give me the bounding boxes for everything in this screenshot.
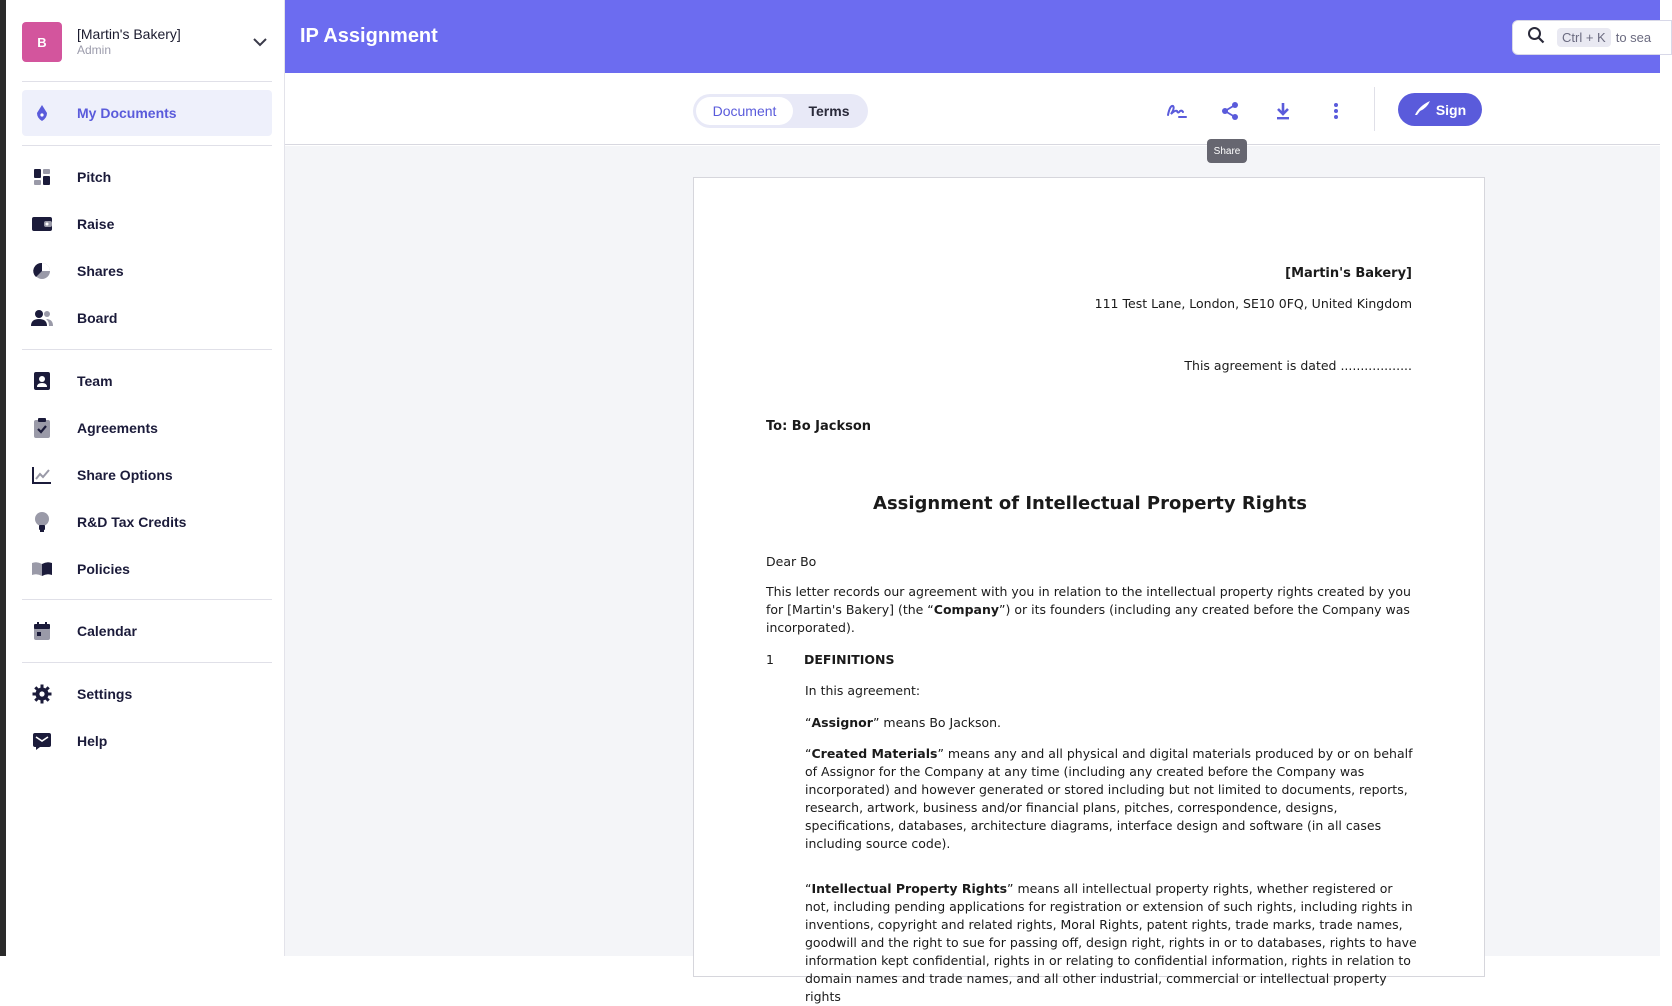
intro-text: This letter records our agreement with you in relation to the intellectual property rights created by you for [Martin's Bakery] (the “: [766, 584, 1411, 617]
sign-button-label: Sign: [1435, 101, 1467, 118]
sidebar-item-policies[interactable]: [22, 546, 272, 592]
sidebar-item-label: Agreements: [77, 420, 158, 436]
intro-defined-term: Company: [933, 602, 1000, 617]
definition-term: Intellectual Property Rights: [811, 881, 1008, 896]
sidebar-item-label: Policies: [77, 561, 130, 577]
sidebar-item-label: Calendar: [77, 623, 137, 639]
pen-nib-icon: [22, 93, 62, 133]
wallet-icon: [22, 204, 62, 244]
org-name: [Martin's Bakery]: [77, 26, 181, 42]
clipboard-check-icon: [22, 408, 62, 448]
search-icon: [1527, 26, 1545, 49]
sidebar-item-share-options[interactable]: [22, 452, 272, 498]
people-icon: [22, 298, 62, 338]
sidebar-item-team[interactable]: [22, 358, 272, 404]
org-avatar: B: [22, 22, 62, 62]
quill-icon: [1414, 100, 1436, 119]
definition-term: Created Materials: [811, 746, 938, 761]
agreement-date: This agreement is dated ..................: [1184, 358, 1412, 373]
document-viewer[interactable]: [285, 146, 1660, 1004]
sidebar-item-label: Help: [77, 733, 108, 749]
id-badge-icon: [22, 361, 62, 401]
document-title: Assignment of Intellectual Property Rights: [873, 493, 1307, 514]
sidebar-divider: [22, 599, 272, 600]
tab-document[interactable]: Document: [696, 97, 793, 125]
sidebar-item-label: R&D Tax Credits: [77, 514, 187, 530]
top-header: [285, 0, 1660, 73]
company-address: 111 Test Lane, London, SE10 0FQ, United Kingdom: [1094, 296, 1412, 311]
toolbar-divider: [1374, 87, 1375, 131]
definition-text: ” means all intellectual property rights, whether registered or not, including pending applications for registration or extension of such rights, including rights in inventions, copyright and related rights, Moral Rights, patent rights, trade marks, trade names, goodwill and the right to sue for passing off, design right, rights in or to databases, rights to have information kept confidential, rights in or relating to confidential information, rights in relation to domain names and trade names, and all other industrial, commercial or intellectual property rights: [805, 881, 1417, 1004]
section-number: 1: [766, 652, 774, 667]
org-role: Admin: [77, 43, 112, 57]
intro-text: ”) or its founders (including any created before the Company was incorporated).: [766, 602, 1410, 635]
section-title: DEFINITIONS: [804, 652, 895, 667]
sidebar-item-settings[interactable]: [22, 671, 272, 717]
view-toggle: [693, 94, 868, 128]
sidebar-item-pitch[interactable]: [22, 154, 272, 200]
sidebar-divider: [22, 349, 272, 350]
sidebar-item-label: Share Options: [77, 467, 173, 483]
definition-text: ” means any and all physical and digital materials produced by or on behalf of Assignor for the Company at any time (including any created before the Company was incorporated) and however generated or stored including but not limited to documents, reports, research, artwork, business and/or financial plans, pitches, correspondence, designs, specifications, databases, architecture diagrams, interface design and software (in all cases including source code).: [805, 746, 1413, 851]
recipient: To: Bo Jackson: [766, 419, 872, 434]
tab-terms[interactable]: Terms: [808, 103, 850, 119]
search-input[interactable]: [1512, 20, 1672, 55]
document-page: [693, 177, 1485, 1004]
sidebar-divider: [22, 81, 272, 82]
sidebar-divider: [22, 662, 272, 663]
sidebar-item-my-documents[interactable]: [22, 90, 272, 136]
sidebar-item-label: Settings: [77, 686, 133, 702]
sidebar-item-label: Team: [77, 373, 113, 389]
sidebar-item-board[interactable]: [22, 295, 272, 341]
definition: “Assignor” means Bo Jackson.: [805, 715, 1002, 730]
page-title: IP Assignment: [300, 25, 438, 47]
signature-icon[interactable]: [1161, 95, 1193, 127]
book-icon: [22, 549, 62, 589]
search-hint: to sea: [1615, 30, 1652, 45]
sidebar-item-help[interactable]: [22, 718, 272, 764]
sidebar-item-label: Raise: [77, 216, 115, 232]
sidebar: [0, 0, 285, 956]
org-text: [77, 26, 248, 58]
sidebar-item-label: Board: [77, 310, 118, 326]
sidebar-divider: [22, 145, 272, 146]
chevron-down-icon[interactable]: [248, 30, 272, 54]
window-edge: [0, 0, 6, 956]
intro-paragraph: [766, 583, 1416, 637]
message-icon: [22, 721, 62, 761]
sidebar-item-label: My Documents: [77, 105, 177, 121]
sidebar-item-agreements[interactable]: [22, 405, 272, 451]
dashboard-icon: [22, 157, 62, 197]
share-tooltip: Share: [1207, 139, 1247, 163]
sidebar-item-rd-tax-credits[interactable]: [22, 499, 272, 545]
definition-text: ” means Bo Jackson.: [872, 715, 1002, 730]
sign-button[interactable]: [1398, 93, 1482, 126]
share-icon[interactable]: [1214, 95, 1246, 127]
more-options-icon[interactable]: [1320, 95, 1352, 127]
company-name: [Martin's Bakery]: [1285, 266, 1412, 281]
lightbulb-icon: [22, 502, 62, 542]
definition-term: Assignor: [811, 715, 873, 730]
sidebar-item-shares[interactable]: [22, 248, 272, 294]
pie-chart-icon: [22, 251, 62, 291]
definition: “Created Materials” means any and all physical and digital materials produced by or on behalf of Assignor for the Company at any time (including any created before the Company was incorporated) and however generated or stored including but not limited to documents, reports, research, artwork, business and/or financial plans, pitches, correspondence, designs, specifications, databases, architecture diagrams, interface design and software (in all cases including source code).: [805, 746, 1413, 851]
line-chart-icon: [22, 455, 62, 495]
sidebar-item-calendar[interactable]: [22, 608, 272, 654]
search-shortcut-badge: Ctrl + K: [1557, 28, 1611, 47]
sidebar-item-label: Pitch: [77, 169, 112, 185]
section-intro: In this agreement:: [805, 683, 921, 698]
calendar-icon: [22, 611, 62, 651]
salutation: Dear Bo: [766, 554, 817, 569]
sidebar-item-raise[interactable]: [22, 201, 272, 247]
sidebar-item-label: Shares: [77, 263, 124, 279]
section-heading: [766, 652, 895, 667]
organization-switcher[interactable]: [22, 21, 272, 63]
gear-icon: [22, 674, 62, 714]
definition: “Intellectual Property Rights” means all intellectual property rights, whether registered or not, including pending applications for registration or extension of such rights, including rights in inventions, copyright and related rights, Moral Rights, patent rights, trade marks, trade names, goodwill and the right to sue for passing off, design right, rights in or to databases, rights to have information kept confidential, rights in or relating to confidential information, rights in relation to domain names and trade names, and all other industrial, commercial or intellectual property rights: [805, 881, 1417, 1004]
document-toolbar: [285, 73, 1660, 145]
download-icon[interactable]: [1267, 95, 1299, 127]
